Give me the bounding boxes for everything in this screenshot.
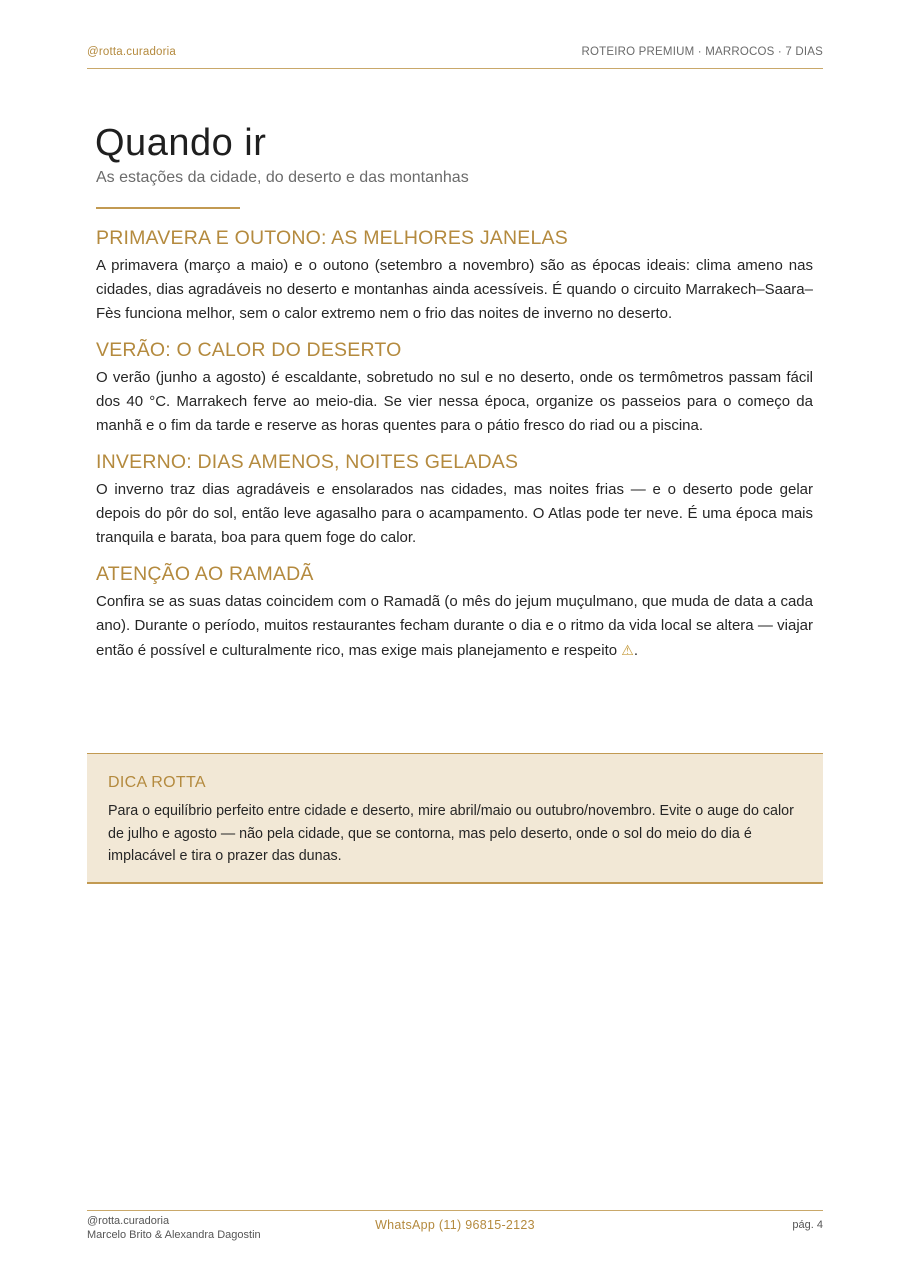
footer-handle: @rotta.curadoria <box>87 1215 170 1227</box>
page-title: Quando ir <box>95 122 267 164</box>
section-heading: PRIMAVERA E OUTONO: AS MELHORES JANELAS <box>96 227 568 249</box>
page-header <box>87 46 823 69</box>
section-heading: VERÃO: O CALOR DO DESERTO <box>96 339 402 361</box>
page-footer <box>87 1210 823 1251</box>
section-winter <box>96 450 813 550</box>
header-handle: @rotta.curadoria <box>87 46 177 58</box>
section-body-tail: . <box>633 642 639 659</box>
section-body: O verão (junho a agosto) é escaldante, sobretudo no sul e no deserto, onde os termômetros passam fácil dos 40 °C. Marrakech ferve ao meio-dia. Se vier nessa época, organize os passeios para o começo da manhã e o fim da tarde e reserve as horas quentes para o pátio fresco do riad ou a piscina. <box>96 369 813 434</box>
section-heading: INVERNO: DIAS AMENOS, NOITES GELADAS <box>96 451 519 473</box>
tip-box <box>87 753 823 884</box>
section-body: Confira se as suas datas coincidem com o Ramadã (o mês do jejum muçulmano, que muda de data a cada ano). Durante o período, muitos restaurantes fecham durante o dia e o ritmo da vida local se altera — viajar então é possível e culturalmente rico, mas exige mais planejamento e respeito <box>96 593 813 659</box>
tip-body: Para o equilíbrio perfeito entre cidade e deserto, mire abril/maio ou outubro/novembro. Evite o auge do calor de julho e agosto — não pela cidade, que se contorna, mas pelo deserto, onde o sol do meio do dia é implacável e tira o prazer das dunas. <box>108 803 794 864</box>
section-ramadan <box>96 562 813 663</box>
section-body: A primavera (março a maio) e o outono (setembro a novembro) são as épocas ideais: clima ameno nas cidades, dias agradáveis no deserto e montanhas ainda acessíveis. É quando o circuito Marrakech–Saara–Fès funciona melhor, sem o calor extremo nem o frio das noites de inverno no deserto. <box>96 257 813 322</box>
tip-title: DICA ROTTA <box>108 774 206 791</box>
section-spring-autumn <box>96 226 813 326</box>
section-body: O inverno traz dias agradáveis e ensolarados nas cidades, mas noites frias — e o deserto pode gelar depois do pôr do sol, então leve agasalho para o acampamento. O Atlas pode ter neve. É uma época mais tranquila e barata, boa para quem foge do calor. <box>96 481 813 546</box>
main-content <box>96 226 813 663</box>
page-subtitle: As estações da cidade, do deserto e das montanhas <box>96 169 469 186</box>
page-number: pág. 4 <box>792 1219 823 1231</box>
section-body-container <box>96 590 813 663</box>
footer-authors: Marcelo Brito & Alexandra Dagostin <box>87 1229 261 1241</box>
warning-icon: ⚠ <box>621 642 634 658</box>
title-divider <box>96 207 240 209</box>
section-heading: ATENÇÃO AO RAMADÃ <box>96 563 314 585</box>
header-doc-title: ROTEIRO PREMIUM · MARROCOS · 7 DIAS <box>581 46 823 58</box>
footer-whatsapp-link[interactable]: WhatsApp (11) 96815-2123 <box>375 1218 535 1232</box>
section-summer <box>96 338 813 438</box>
